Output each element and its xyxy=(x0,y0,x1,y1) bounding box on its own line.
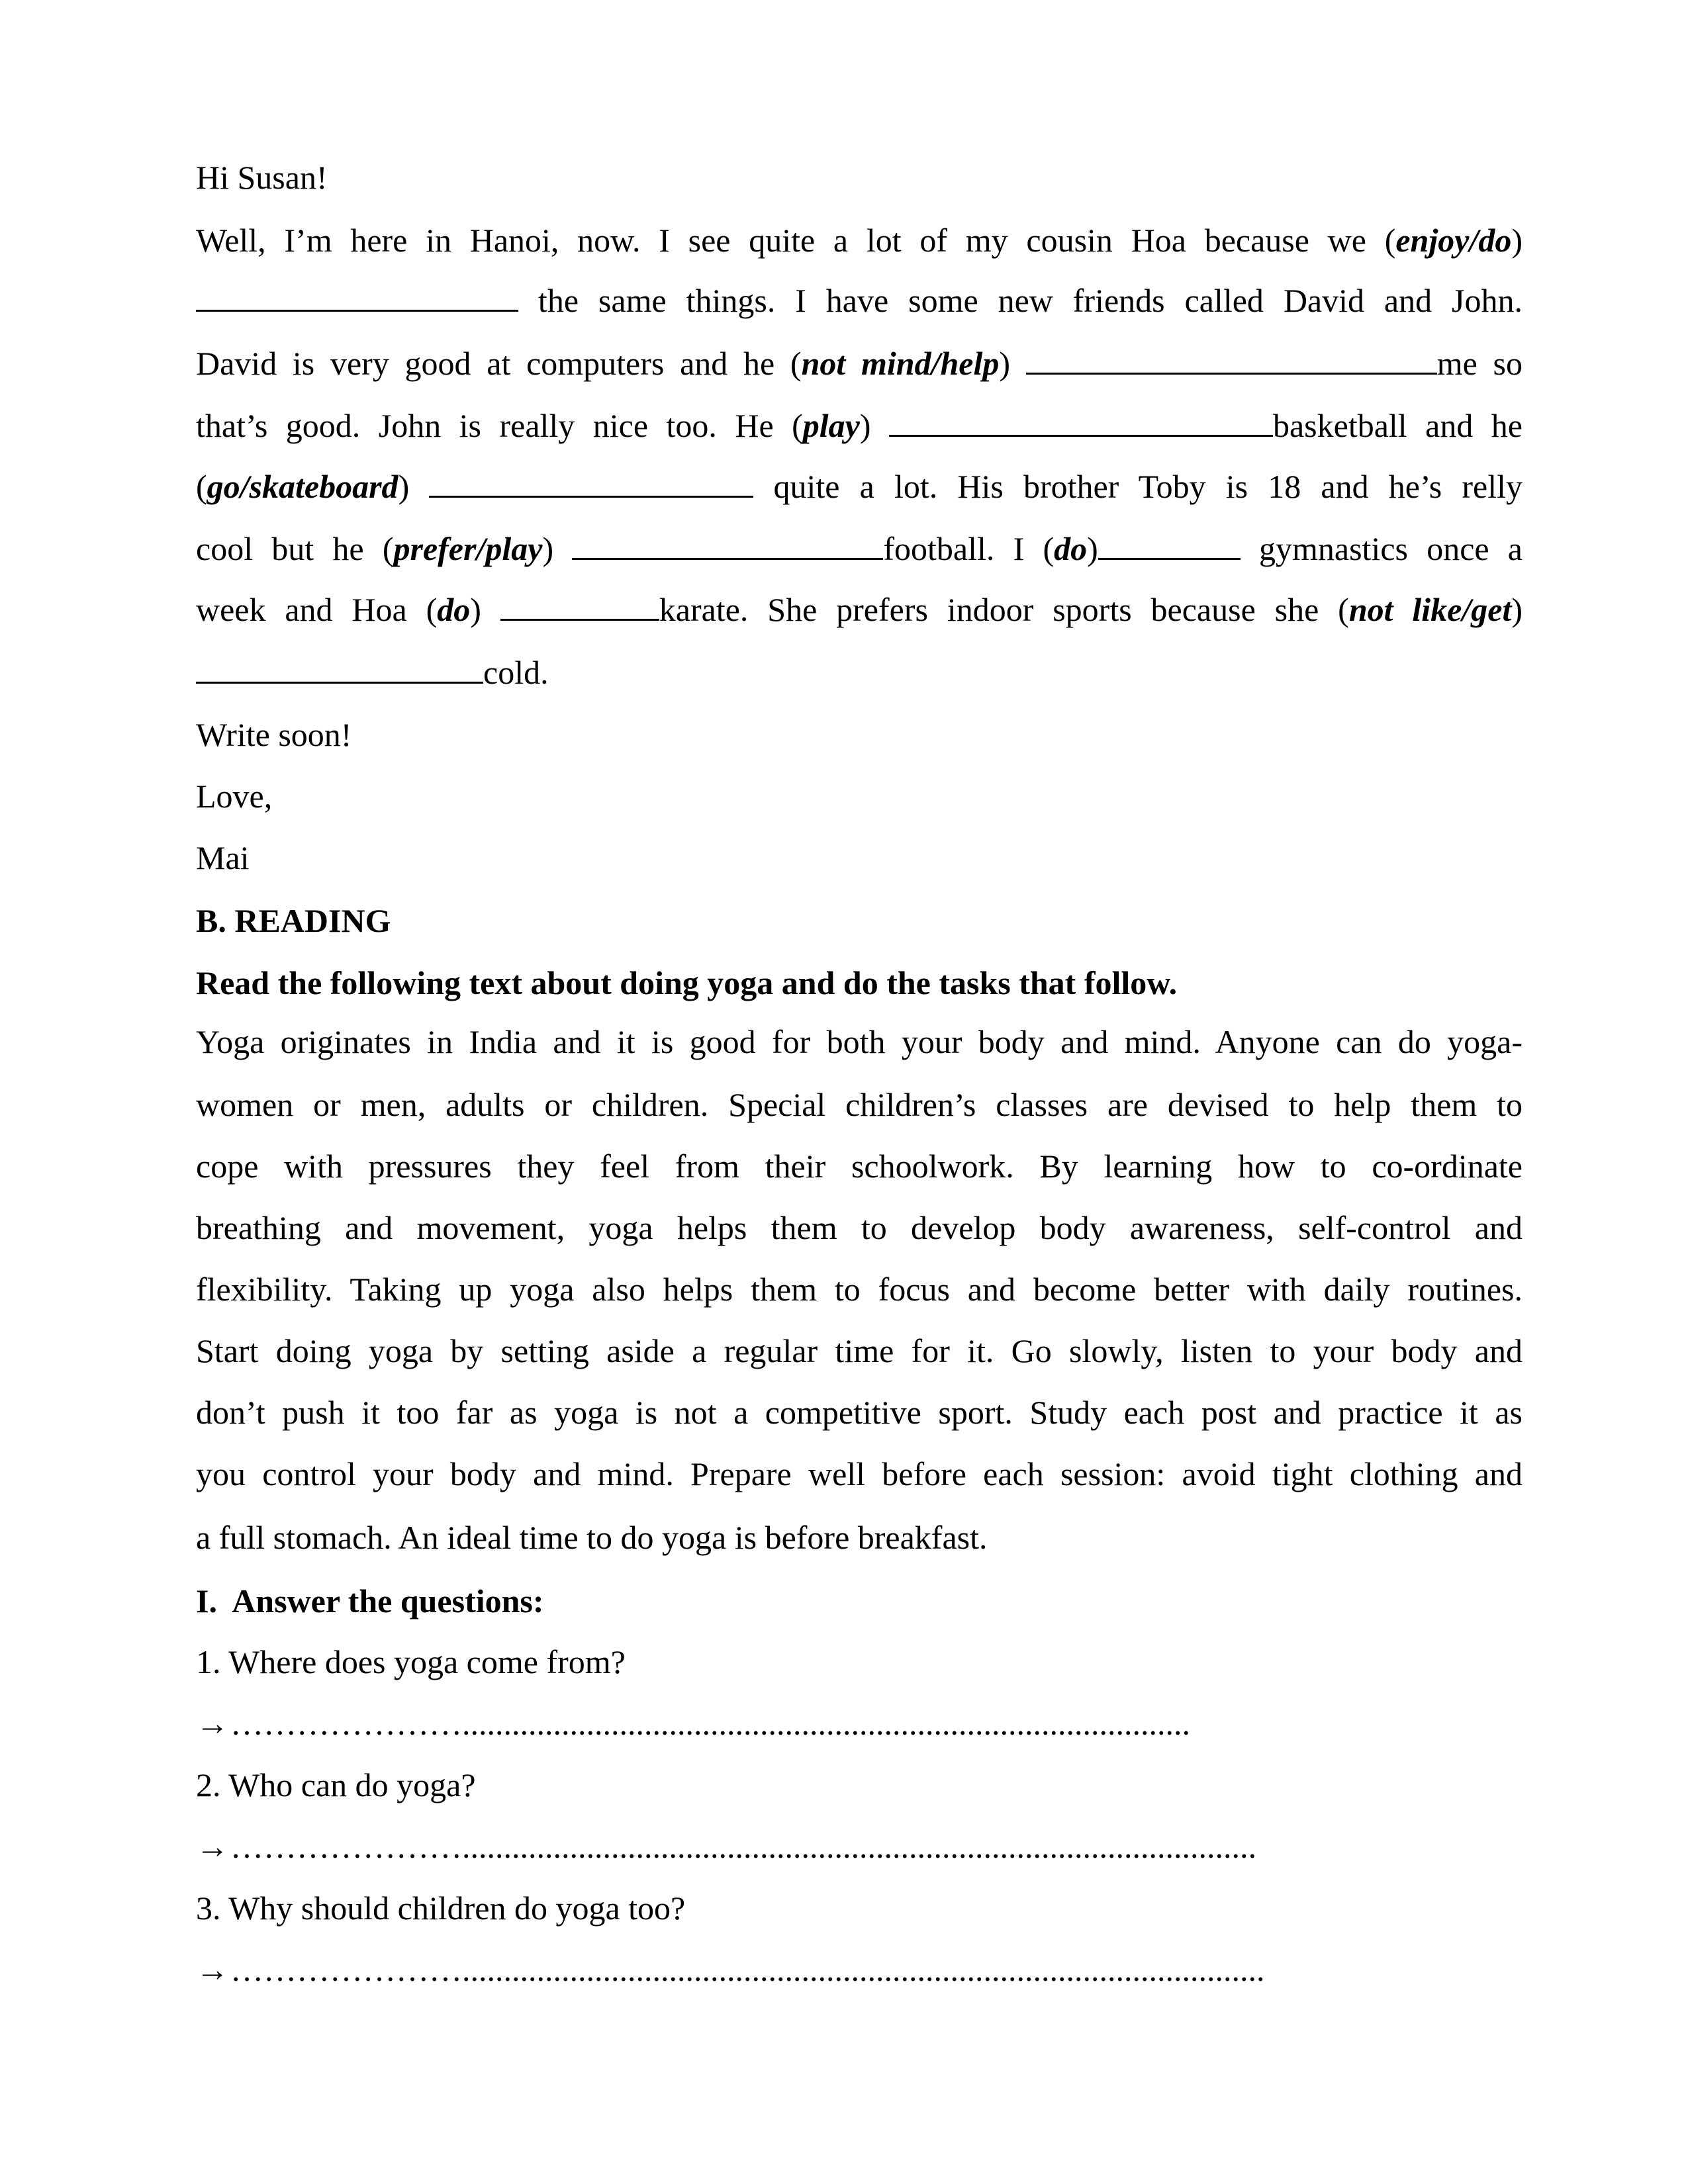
letter-line-1 xyxy=(196,220,1523,260)
arrow-right-icon: → xyxy=(196,1951,229,1988)
arrow-right-icon: → xyxy=(196,1705,229,1742)
passage-line: flexibility. Taking up yoga also helps them to focus and become better with daily routines. xyxy=(196,1271,1523,1308)
passage-line: don’t push it too far as yoga is not a competitive sport. Study each post and practice it as xyxy=(196,1394,1523,1431)
letter-line-3 xyxy=(196,343,1523,383)
dotted-answer-line[interactable]: …………………................................................................................................. xyxy=(230,1951,1265,1988)
letter-text: ) xyxy=(542,530,554,567)
verb-cue-go-skateboard: go/skateboard xyxy=(207,468,399,505)
verb-cue-enjoy-do: enjoy/do xyxy=(1395,222,1512,259)
letter-text: David is very good at computers and he ( xyxy=(196,345,802,382)
passage-line: breathing and movement, yoga helps them to develop body awareness, self-control and xyxy=(196,1209,1523,1246)
passage-line: women or men, adults or children. Special children’s classes are devised to help them to xyxy=(196,1086,1523,1123)
passage-line: cope with pressures they feel from their schoolwork. By learning how to co-ordinate xyxy=(196,1148,1523,1185)
letter-closing: Write soon! xyxy=(196,716,352,753)
letter-text: ) xyxy=(1087,530,1098,567)
letter-text: karate. She prefers indoor sports because she ( xyxy=(659,591,1349,628)
question-2: 2. Who can do yoga? xyxy=(196,1766,476,1803)
verb-cue-not-mind-help: not mind/help xyxy=(801,345,1000,382)
verb-cue-prefer-play: prefer/play xyxy=(393,530,543,567)
arrow-right-icon: → xyxy=(196,1828,229,1865)
verb-cue-do: do xyxy=(437,591,471,628)
reading-instruction: Read the following text about doing yoga and do the tasks that follow. xyxy=(196,964,1178,1001)
answer-line-2[interactable] xyxy=(196,1827,1523,1866)
passage-line: you control your body and mind. Prepare well before each session: avoid tight clothing and xyxy=(196,1455,1523,1492)
letter-line-8 xyxy=(196,653,1523,692)
letter-line-7 xyxy=(196,590,1523,629)
letter-text: basketball and he xyxy=(1272,407,1523,444)
answer-line-3[interactable] xyxy=(196,1950,1523,1989)
answer-blank-7[interactable] xyxy=(500,616,659,621)
letter-sign-off: Love, xyxy=(196,778,273,815)
verb-cue-not-like-get: not like/get xyxy=(1348,591,1512,628)
letter-text: ) xyxy=(1511,222,1523,259)
letter-line-5 xyxy=(196,467,1523,506)
answer-line-1[interactable] xyxy=(196,1704,1523,1743)
letter-text: Well, I’m here in Hanoi, now. I see quite a lot of my cousin Hoa because we ( xyxy=(196,222,1396,259)
verb-cue-play: play xyxy=(802,407,860,444)
answer-blank-4[interactable] xyxy=(429,493,753,498)
dotted-answer-line[interactable]: …………………........................................................................................ xyxy=(230,1705,1190,1742)
letter-text: that’s good. John is really nice too. He ( xyxy=(196,407,803,444)
letter-text: ) xyxy=(859,407,871,444)
letter-text: ( xyxy=(196,468,207,505)
letter-text: week and Hoa ( xyxy=(196,591,438,628)
answer-blank-3[interactable] xyxy=(889,432,1273,437)
answer-blank-6[interactable] xyxy=(1098,555,1241,560)
answer-blank-2[interactable] xyxy=(1026,370,1437,375)
letter-line-6 xyxy=(196,529,1523,569)
letter-text: ) xyxy=(398,468,410,505)
verb-cue-do: do xyxy=(1054,530,1088,567)
answer-blank-8[interactable] xyxy=(196,679,483,684)
task-title: I. Answer the questions: xyxy=(196,1582,544,1619)
letter-line-2 xyxy=(196,281,1523,320)
letter-text: ) xyxy=(999,345,1011,382)
dotted-answer-line[interactable]: …………………................................................................................................ xyxy=(230,1828,1256,1865)
question-3: 3. Why should children do yoga too? xyxy=(196,1889,686,1927)
question-1: 1. Where does yoga come from? xyxy=(196,1643,626,1680)
passage-line: a full stomach. An ideal time to do yoga is before breakfast. xyxy=(196,1519,988,1556)
letter-text: the same things. I have some new friends called David and John. xyxy=(538,282,1523,319)
letter-text: football. I ( xyxy=(883,530,1055,567)
letter-text: quite a lot. His brother Toby is 18 and he’s relly xyxy=(773,468,1523,505)
letter-text: ) xyxy=(470,591,481,628)
passage-line: Start doing yoga by setting aside a regular time for it. Go slowly, listen to your body and xyxy=(196,1332,1523,1369)
letter-text: me so xyxy=(1436,345,1523,382)
answer-blank-1[interactable] xyxy=(196,307,518,312)
letter-text: cold. xyxy=(483,654,549,691)
letter-greeting: Hi Susan! xyxy=(196,159,328,196)
letter-line-4 xyxy=(196,406,1523,445)
letter-text: cool but he ( xyxy=(196,530,394,567)
passage-line: Yoga originates in India and it is good for both your body and mind. Anyone can do yoga- xyxy=(196,1023,1523,1060)
letter-signature: Mai xyxy=(196,839,250,876)
letter-text: gymnastics once a xyxy=(1259,530,1523,567)
letter-text: ) xyxy=(1511,591,1523,628)
section-title-reading: B. READING xyxy=(196,902,391,939)
answer-blank-5[interactable] xyxy=(572,555,883,560)
